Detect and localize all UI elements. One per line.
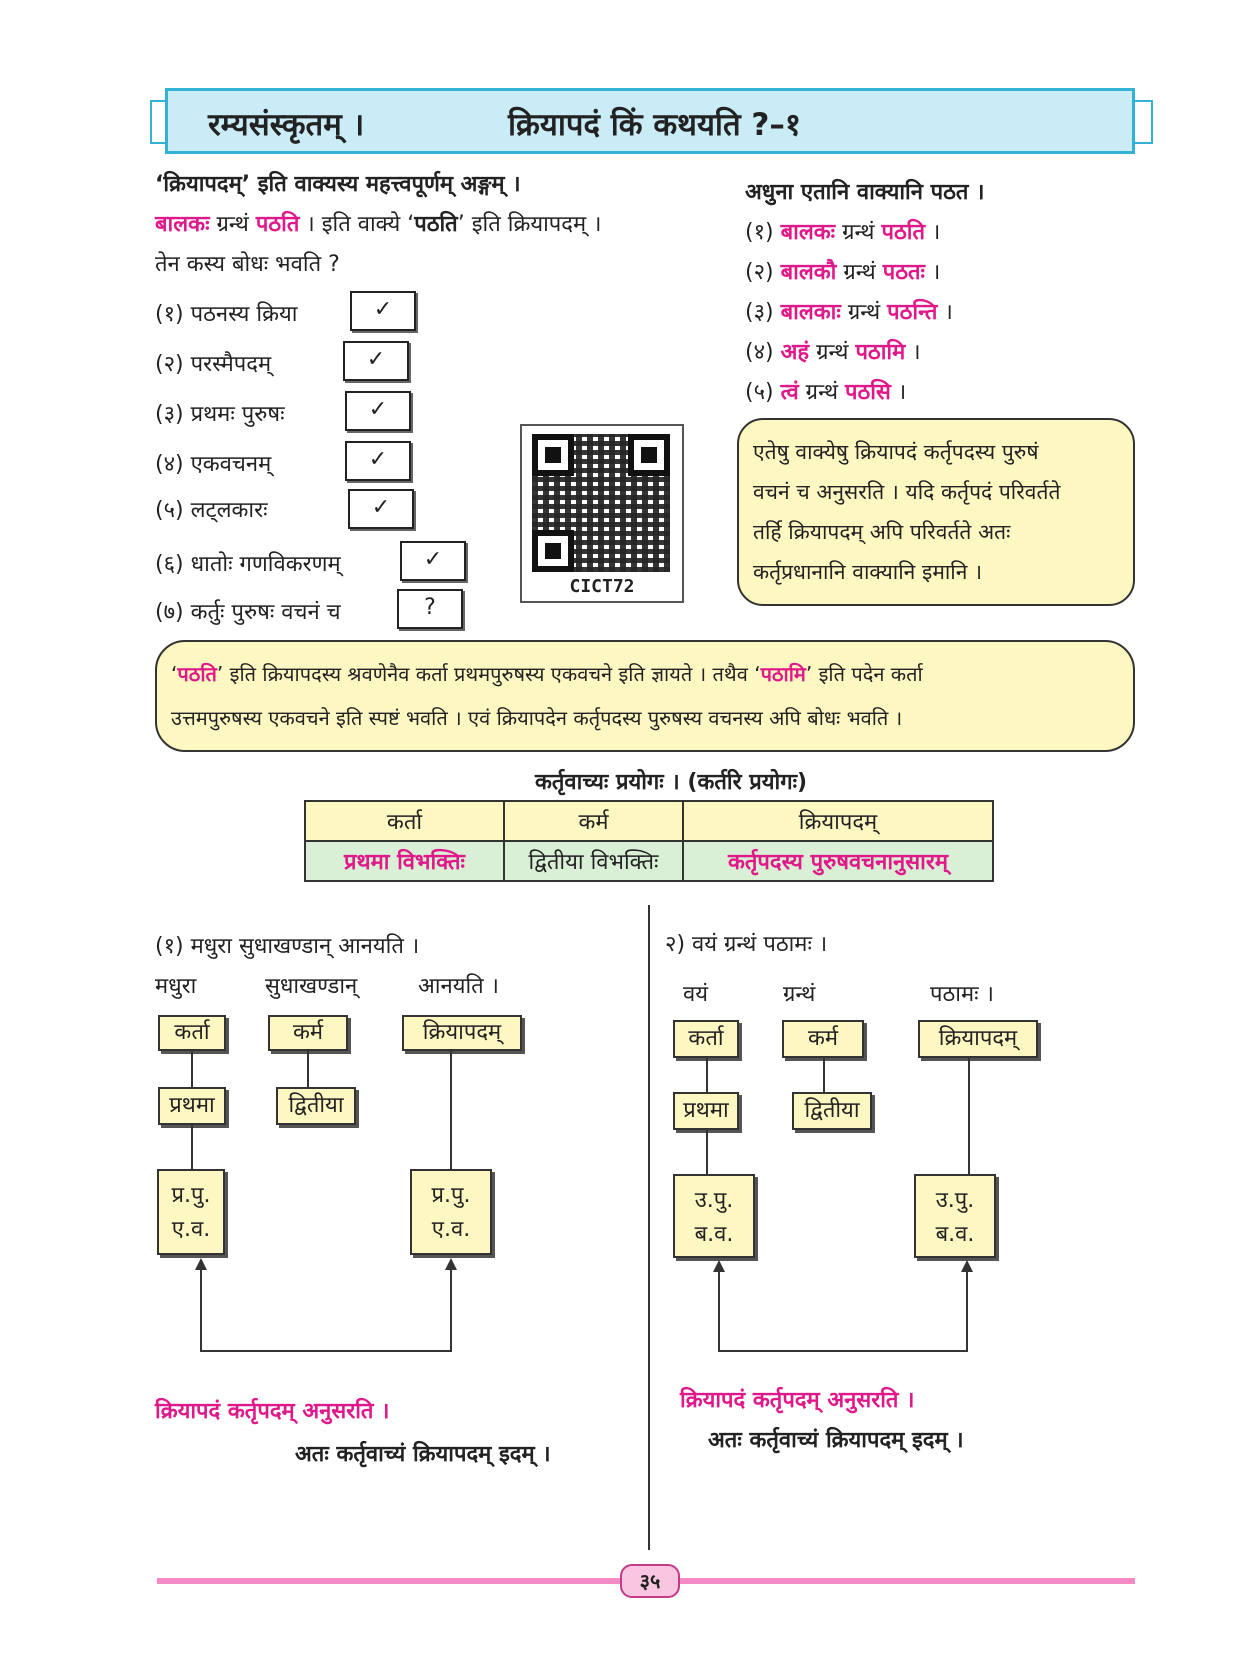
example2-word-3: पठामः । (930, 982, 994, 1007)
sentence-end: । (905, 340, 921, 365)
purusha-label: उ.पु. (935, 1188, 975, 1213)
sentence-subject: त्वं (780, 380, 799, 405)
note-line-4: कर्तृप्रधानानि वाक्यानि इमानि । (753, 560, 983, 584)
note-line-2: वचनं च अनुसरति । यदि कर्तृपदं परिवर्तते (753, 480, 1061, 504)
example1-conclusion-2: अतः कर्तृवाच्यं क्रियापदम् इदम् । (295, 1442, 551, 1467)
intro-verb-quoted: पठति (414, 212, 458, 237)
sentence-end: । (924, 260, 941, 285)
sentence-object: ग्रन्थं (836, 260, 883, 285)
checklist-label-3: (३) प्रथमः पुरुषः (155, 402, 285, 427)
example2-role-karta: कर्ता (673, 1020, 739, 1058)
sentence-num: (१) (745, 220, 781, 245)
checklist-label-1: (१) पठनस्य क्रिया (155, 302, 298, 327)
example2-role-kriyapadam: क्रियापदम् (918, 1020, 1038, 1058)
vachana-label: ब.व. (935, 1222, 975, 1247)
intro-line-2 (155, 208, 601, 238)
purusha-label: प्र.पु. (171, 1183, 211, 1208)
connector (706, 1130, 708, 1174)
sentence-1 (745, 216, 940, 246)
header-right-title: क्रियापदं किं कथयति ?–१ (508, 107, 802, 143)
connector (823, 1058, 825, 1092)
header-left-title: रम्यसंस्कृतम् । (208, 107, 365, 143)
explanation-word-1: पठति (177, 662, 217, 686)
explanation-line-1 (171, 660, 923, 687)
connector (307, 1051, 309, 1087)
table-header-row (305, 801, 993, 841)
connector (706, 1058, 708, 1092)
table-cell: कर्तृपदस्य पुरुषवचनानुसारम् (683, 841, 993, 881)
sentence-object: ग्रन्थं (835, 220, 882, 245)
qr-code[interactable] (520, 424, 684, 603)
example2-verb-purusha-vachana (914, 1174, 996, 1258)
vachana-label: ए.व. (431, 1217, 471, 1242)
voice-table (304, 800, 994, 882)
sentence-subject: बालकः (780, 220, 836, 245)
explanation-box (155, 640, 1135, 752)
purusha-label: उ.पु. (694, 1188, 734, 1213)
arrow-up-icon (445, 1258, 457, 1270)
qr-finder-bottom-left (532, 530, 574, 572)
example2-karta-purusha-vachana (673, 1174, 755, 1258)
sentence-verb: पठामि (855, 340, 906, 365)
table-header-cell: कर्ता (305, 801, 504, 841)
example2-word-1: वयं (683, 982, 708, 1007)
table-cell: द्वितीया विभक्तिः (504, 841, 683, 881)
column-divider (648, 905, 650, 1550)
checklist-box-5: ✓ (348, 489, 414, 529)
explanation-quote: ‘ (171, 662, 178, 686)
page-number: ३५ (620, 1564, 680, 1598)
example1-sentence: (१) मधुरा सुधाखण्डान् आनयति । (155, 934, 420, 959)
checklist-box-2: ✓ (343, 341, 409, 381)
checklist-box-3: ✓ (345, 391, 411, 431)
qr-code-label: CICT72 (569, 576, 635, 597)
arrow-up-icon (961, 1260, 973, 1272)
sentence-object: ग्रन्थं (798, 380, 845, 405)
checklist-label-2: (२) परस्मैपदम् (155, 352, 272, 377)
sentence-2 (745, 256, 940, 286)
sentence-4 (745, 336, 921, 366)
header-banner (165, 88, 1135, 154)
sentence-num: (४) (745, 340, 781, 365)
sentence-5 (745, 376, 906, 406)
explanation-line-2: उत्तमपुरुषस्य एकवचने इति स्पष्टं भवति । एवं क्रियापदेन कर्तृपदस्य पुरुषस्य वचनस्य अपि बोधः भवति । (171, 706, 903, 730)
intro-rest-a: । इति वाक्ये ‘ (299, 212, 415, 237)
sentence-object: ग्रन्थं (840, 300, 888, 325)
example1-verb-purusha-vachana (410, 1169, 492, 1255)
checklist-box-7: ? (397, 589, 463, 629)
sentence-3 (745, 296, 953, 326)
sentence-verb: पठसि (845, 380, 891, 405)
checklist-label-4: (४) एकवचनम् (155, 452, 272, 477)
table-header-cell: क्रियापदम् (683, 801, 993, 841)
vachana-label: ब.व. (694, 1222, 734, 1247)
checklist-box-6: ✓ (400, 541, 466, 581)
sentence-end: । (925, 220, 941, 245)
example1-role-karma: कर्म (268, 1015, 348, 1051)
example2-conclusion-2: अतः कर्तृवाच्यं क्रियापदम् इदम् । (708, 1428, 964, 1453)
connector (718, 1270, 720, 1352)
sentence-subject: बालकाः (780, 300, 841, 325)
qr-finder-top-right (628, 434, 670, 476)
example2-case-prathama: प्रथमा (673, 1092, 739, 1130)
sentence-end: । (937, 300, 953, 325)
note-box (737, 418, 1135, 606)
example1-role-karta: कर्ता (158, 1015, 226, 1051)
sentences-heading: अधुना एतानि वाक्यानि पठत । (745, 180, 985, 205)
example2-sentence: २) वयं ग्रन्थं पठामः । (665, 932, 828, 957)
banner-ornament-right (1133, 100, 1153, 144)
example1-word-2: सुधाखण्डान् (265, 974, 358, 999)
example1-case-prathama: प्रथमा (158, 1087, 226, 1125)
qr-finder-top-left (532, 434, 574, 476)
explanation-text-1: ’ इति क्रियापदस्य श्रवणेनैव कर्ता प्रथमपुरुषस्य एकवचने इति ज्ञायते । तथैव ‘ (216, 662, 761, 686)
sentence-end: । (890, 380, 907, 405)
example2-conclusion-1: क्रियापदं कर्तृपदम् अनुसरति । (680, 1388, 915, 1413)
sentence-verb: पठतः (882, 260, 925, 285)
table-header-cell: कर्म (504, 801, 683, 841)
sentence-subject: अहं (780, 340, 810, 365)
purusha-label: प्र.पु. (431, 1183, 471, 1208)
checklist-label-5: (५) लट्लकारः (155, 498, 268, 523)
vachana-label: ए.व. (171, 1217, 211, 1242)
table-cell: प्रथमा विभक्तिः (305, 841, 504, 881)
connector (191, 1125, 193, 1169)
note-line-1: एतेषु वाक्येषु क्रियापदं कर्तृपदस्य पुरुषं (753, 440, 1039, 464)
sentence-subject: बालकौ (780, 260, 837, 285)
connector (200, 1268, 202, 1352)
checklist-box-4: ✓ (345, 441, 411, 481)
sentence-num: (५) (745, 380, 781, 405)
example1-karta-purusha-vachana (157, 1169, 225, 1255)
intro-object: ग्रन्थं (209, 212, 256, 237)
connector (450, 1051, 452, 1169)
connector (968, 1058, 970, 1174)
example1-word-1: मधुरा (155, 974, 197, 999)
explanation-word-2: पठामि (760, 662, 806, 686)
sentence-verb: पठन्ति (887, 300, 938, 325)
connector (966, 1270, 968, 1352)
example1-role-kriyapadam: क्रियापदम् (402, 1015, 522, 1051)
example2-role-karma: कर्म (782, 1020, 864, 1058)
example2-case-dvitiya: द्वितीया (792, 1092, 872, 1130)
example1-conclusion-1: क्रियापदं कर्तृपदम् अनुसरति । (155, 1399, 390, 1424)
sentence-num: (३) (745, 300, 781, 325)
sentence-object: ग्रन्थं (809, 340, 856, 365)
connector (718, 1350, 968, 1352)
checklist-box-1: ✓ (350, 291, 416, 331)
sentence-num: (२) (745, 260, 781, 285)
checklist-label-6: (६) धातोः गणविकरणम् (155, 552, 341, 577)
checklist-label-7: (७) कर्तुः पुरुषः वचनं च (155, 600, 341, 625)
intro-line-3: तेन कस्य बोधः भवति ? (155, 252, 340, 277)
table-data-row (305, 841, 993, 881)
example2-word-2: ग्रन्थं (783, 982, 816, 1007)
sentence-verb: पठति (881, 220, 925, 245)
intro-verb: पठति (255, 212, 300, 237)
intro-rest-b: ’ इति क्रियापदम् । (457, 212, 602, 237)
intro-line-1: ‘क्रियापदम्’ इति वाक्यस्य महत्त्वपूर्णम् अङ्गम् । (155, 172, 521, 197)
example1-word-3: आनयति । (418, 974, 500, 999)
connector (191, 1051, 193, 1087)
table-caption: कर्तृवाच्यः प्रयोगः । (कर्तरि प्रयोगः) (535, 770, 808, 795)
explanation-text-2: ’ इति पदेन कर्ता (805, 662, 923, 686)
intro-subject: बालकः (155, 212, 210, 237)
connector (450, 1268, 452, 1352)
example1-case-dvitiya: द्वितीया (276, 1087, 356, 1125)
connector (200, 1350, 452, 1352)
note-line-3: तर्हि क्रियापदम् अपि परिवर्तते अतः (753, 520, 1011, 544)
